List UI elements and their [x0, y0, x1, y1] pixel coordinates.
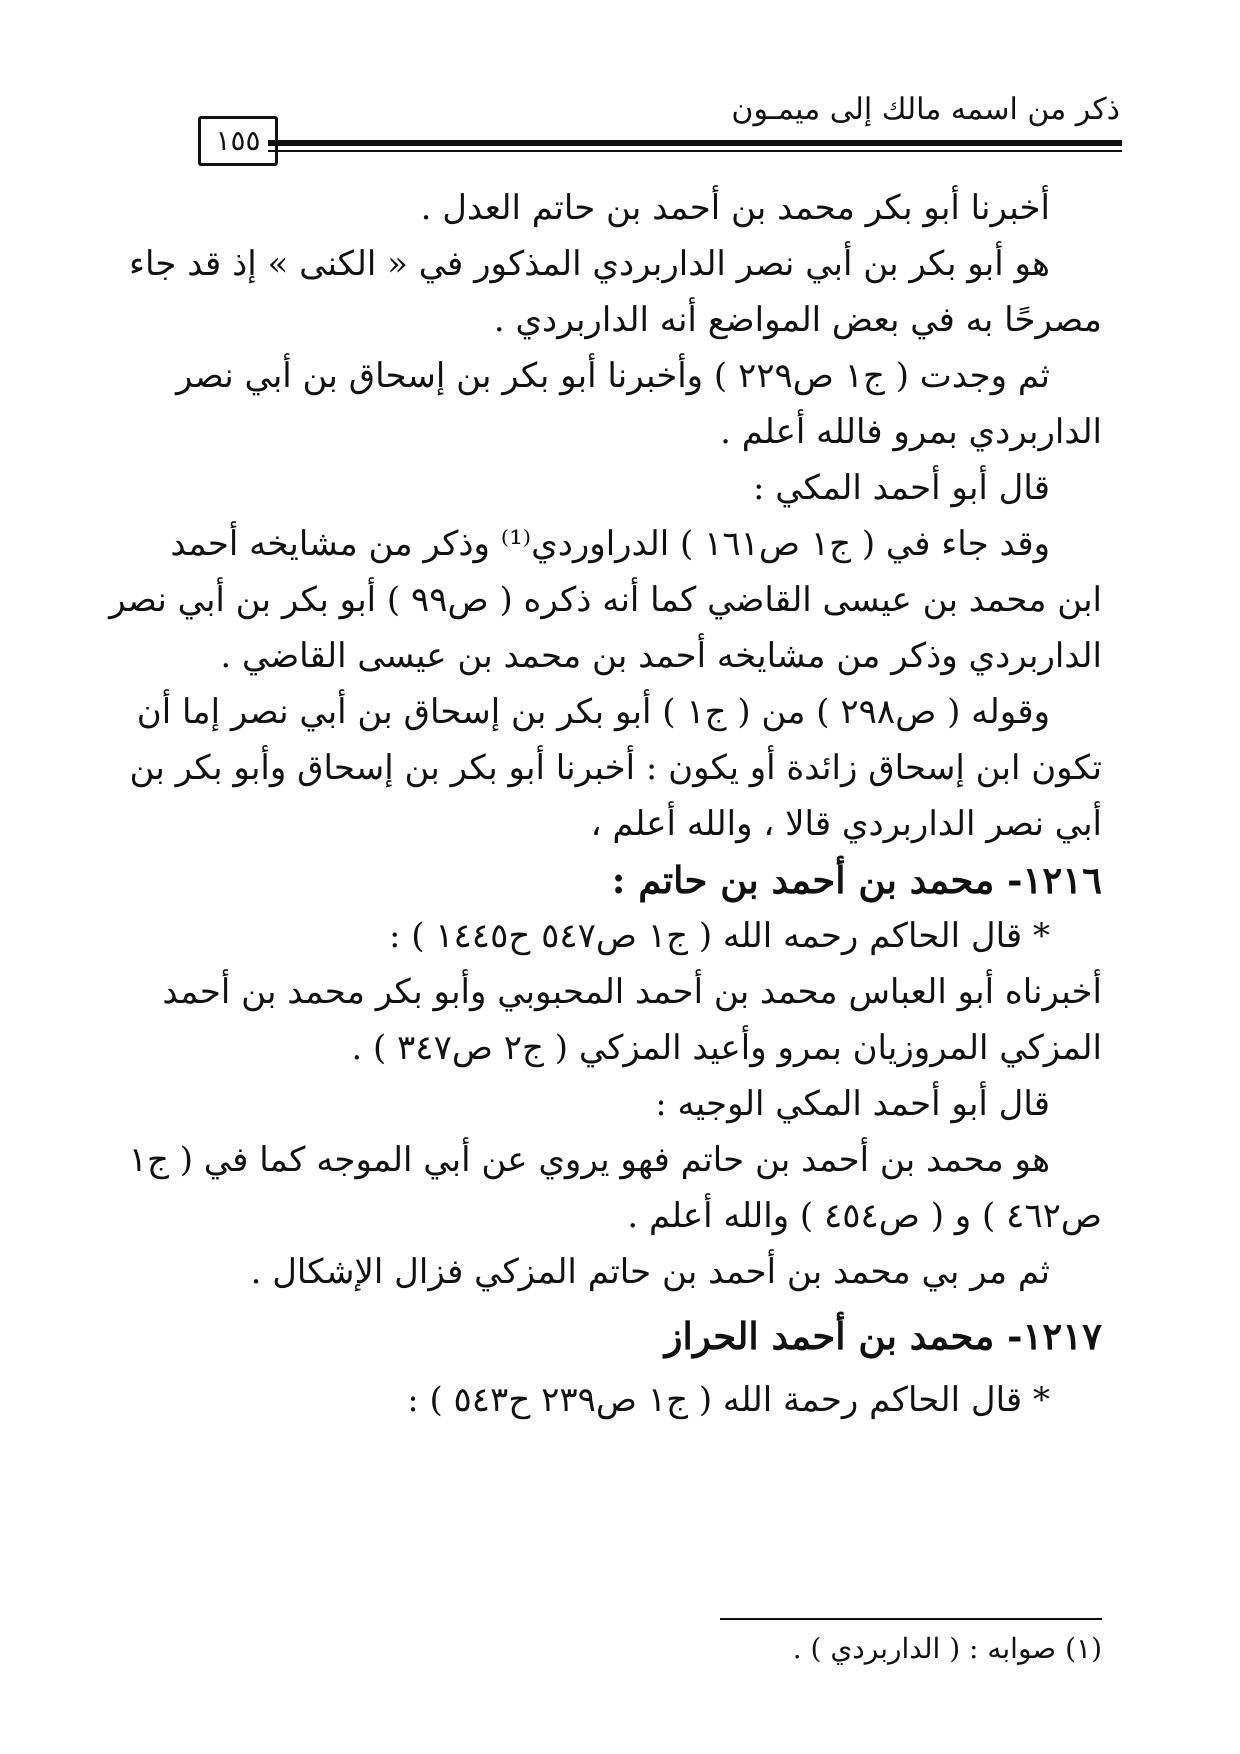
text-line: الداربردي بمرو فالله أعلم .	[720, 412, 1102, 452]
text-line: * قال الحاكم رحمة الله ( ج١ ص٢٣٩ ح٥٤٣ ) :	[407, 1380, 1050, 1420]
footnote: (١) صوابه : ( الداربردي ) .	[792, 1632, 1102, 1665]
text-line: وقوله ( ص٢٩٨ ) من ( ج١ ) أبو بكر بن إسحاق بن أبي نصر إما أن	[136, 692, 1050, 732]
text-line: أبي نصر الداربردي قالا ، والله أعلم ،	[590, 804, 1102, 844]
header-rule	[268, 140, 1122, 146]
entry-heading-1217: ١٢١٧- محمد بن أحمد الحراز	[664, 1314, 1102, 1358]
text-line: ثم مر بي محمد بن أحمد بن حاتم المزكي فزال الإشكال .	[250, 1252, 1050, 1292]
text-line: ص٤٦٢ ) و ( ص٤٥٤ ) والله أعلم .	[627, 1196, 1102, 1236]
running-header: ذكر من اسمه مالك إلى ميمـون	[731, 92, 1120, 127]
text-line: هو محمد بن أحمد بن حاتم فهو يروي عن أبي الموجه كما في ( ج١	[128, 1140, 1050, 1180]
text-line: قال أبو أحمد المكي الوجيه :	[655, 1084, 1050, 1124]
text-line: وقد جاء في ( ج١ ص١٦١ ) الدراوردي⁽¹⁾ وذكر من مشايخه أحمد	[170, 524, 1050, 564]
text-line: تكون ابن إسحاق زائدة أو يكون : أخبرنا أبو بكر بن إسحاق وأبو بكر بن	[129, 748, 1102, 788]
text-line: قال أبو أحمد المكي :	[752, 468, 1050, 508]
text-line: أخبرنا أبو بكر محمد بن أحمد بن حاتم العدل .	[420, 188, 1050, 228]
header-rule-thin	[268, 150, 1122, 152]
text-line: المزكي المروزيان بمرو وأعيد المزكي ( ج٢ ص٣٤٧ ) .	[351, 1028, 1102, 1068]
text-line: مصرحًا به في بعض المواضع أنه الداربردي .	[493, 300, 1102, 340]
text-line: أخبرناه أبو العباس محمد بن أحمد المحبوبي وأبو بكر محمد بن أحمد	[162, 972, 1102, 1012]
body-text	[109, 180, 1102, 1428]
footnote-rule	[720, 1618, 1102, 1620]
page-number: ١٥٥	[198, 116, 278, 166]
entry-heading-1216: ١٢١٦- محمد بن أحمد بن حاتم :	[611, 858, 1102, 902]
text-line: ابن محمد بن عيسى القاضي كما أنه ذكره ( ص٩٩ ) أبو بكر بن أبي نصر	[109, 580, 1102, 620]
text-line: * قال الحاكم رحمه الله ( ج١ ص٥٤٧ ح١٤٤٥ ) :	[388, 916, 1050, 956]
text-line: الداربردي وذكر من مشايخه أحمد بن محمد بن عيسى القاضي .	[220, 636, 1102, 676]
text-line: ثم وجدت ( ج١ ص٢٢٩ ) وأخبرنا أبو بكر بن إسحاق بن أبي نصر	[175, 356, 1050, 396]
text-line: هو أبو بكر بن أبي نصر الداربردي المذكور في « الكنى » إذ قد جاء	[129, 244, 1050, 284]
